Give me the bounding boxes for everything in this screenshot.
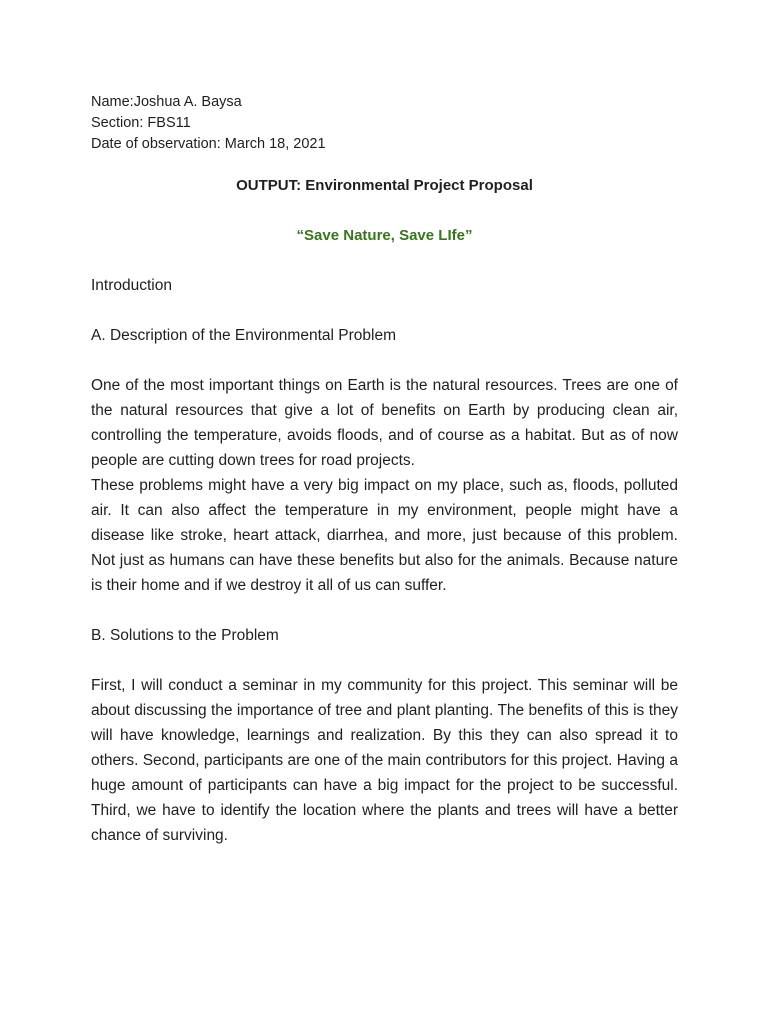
section-a-paragraph-2: These problems might have a very big impact on my place, such as, floods, polluted air. It can also affect the temperature in my environment, people might have a disease like stroke, heart attack, diarrhea, and more, just because of this problem. Not just as humans can have these benefits but also for the animals. Because nature is their home and if we destroy it all of us can suffer.	[91, 477, 678, 594]
spacer	[91, 298, 678, 323]
section-b-paragraph-1: First, I will conduct a seminar in my community for this project. This seminar will be about discussing the importance of tree and plant planting. The benefits of this is they will have knowledge, learnings and realization. By this they can also spread it to others. Second, participants are one of the main contributors for this project. Having a huge amount of participants can have a big impact for the project to be successful. Third, we have to identify the location where the plants and trees will have a better chance of surviving.	[91, 677, 678, 844]
section-a-paragraph-1: One of the most important things on Earth is the natural resources. Trees are one of the natural resources that give a lot of benefits on Earth by producing clean air, controlling the temperature, avoids floods, and of course as a habitat. But as of now people are cutting down trees for road projects.	[91, 377, 678, 469]
student-section: Section: FBS11	[91, 115, 191, 131]
student-name: Name:Joshua A. Baysa	[91, 94, 242, 110]
observation-date: Date of observation: March 18, 2021	[91, 136, 326, 152]
spacer	[91, 348, 678, 373]
spacer	[91, 598, 678, 623]
spacer	[91, 648, 678, 673]
section-b-heading: B. Solutions to the Problem	[91, 627, 279, 644]
section-a-heading: A. Description of the Environmental Problem	[91, 327, 396, 344]
document-page	[91, 92, 678, 848]
document-title: OUTPUT: Environmental Project Proposal	[236, 177, 533, 194]
document-subtitle: “Save Nature, Save LIfe”	[296, 227, 473, 244]
introduction-heading: Introduction	[91, 277, 172, 294]
